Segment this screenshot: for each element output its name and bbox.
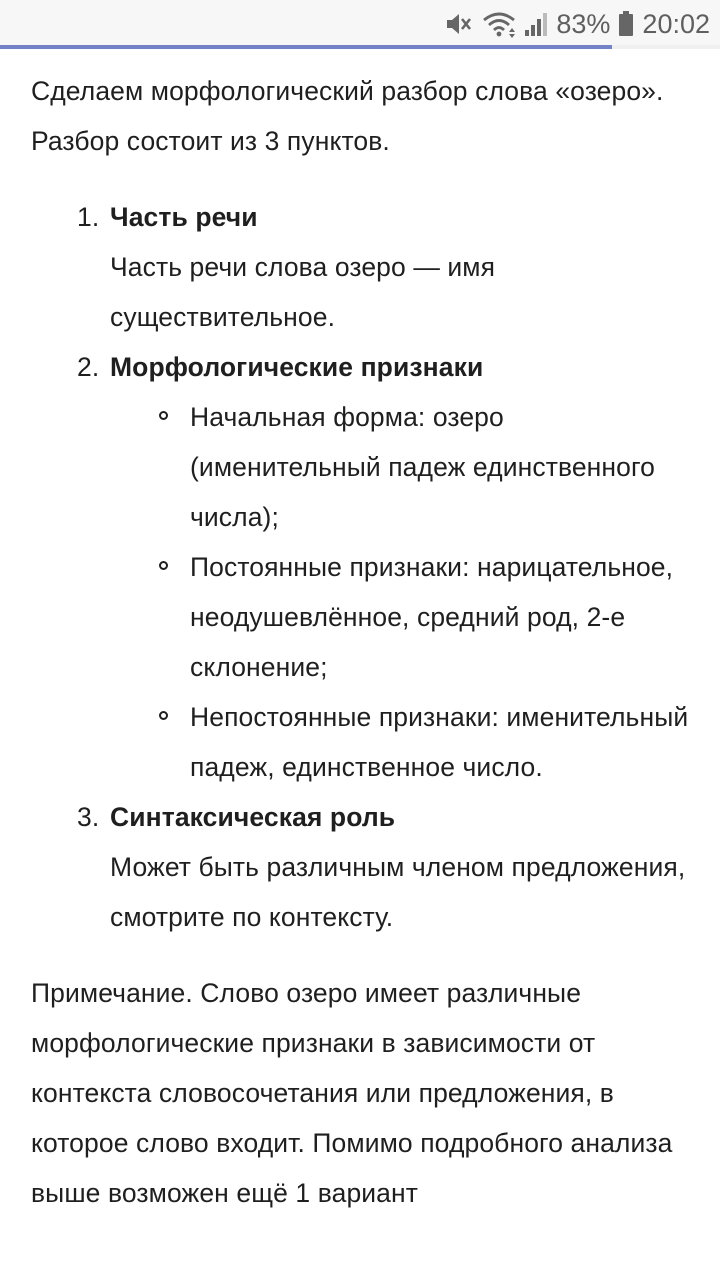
- wifi-icon: [482, 10, 516, 38]
- section-heading: Морфологические признаки: [110, 352, 484, 382]
- list-item: [77, 342, 701, 792]
- battery-percent: 83%: [556, 8, 611, 39]
- feature-text: Постоянные признаки: нарицательное, неодушевлённое, средний род, 2-е склонение;: [190, 552, 674, 682]
- section-text: Может быть различным членом предложения, смотрите по контексту.: [110, 852, 686, 932]
- list-item: [77, 792, 701, 942]
- bullet-icon: [159, 711, 168, 720]
- feature-text: Непостоянные признаки: именительный падеж, единственное число.: [190, 702, 689, 782]
- mute-icon: [444, 10, 474, 38]
- analysis-list: [31, 192, 701, 942]
- features-list: [110, 392, 701, 792]
- feature-item: [190, 692, 701, 792]
- feature-text: Начальная форма: озеро (именительный падеж единственного числа);: [190, 402, 656, 532]
- status-icons: [444, 0, 710, 48]
- section-text: Часть речи слова озеро — имя существительное.: [110, 252, 496, 332]
- section-heading: Синтаксическая роль: [110, 802, 396, 832]
- bullet-icon: [159, 561, 168, 570]
- status-bar: [0, 0, 720, 48]
- list-number: 3.: [77, 802, 100, 832]
- feature-item: [190, 542, 701, 692]
- list-number: 1.: [77, 202, 100, 232]
- list-item: [77, 192, 701, 342]
- clock: 20:02: [642, 8, 710, 39]
- article-content: [31, 66, 701, 1218]
- note-paragraph: Примечание. Слово озеро имеет различные морфологические признаки в зависимости от контекста словосочетания или предложения, в которое слово входит. Помимо подробного анализа выше возможен ещё 1 вариант: [31, 978, 673, 1208]
- intro-paragraph: Сделаем морфологический разбор слова «озеро». Разбор состоит из 3 пунктов.: [31, 76, 664, 156]
- section-heading: Часть речи: [110, 202, 258, 232]
- battery-icon: [618, 10, 634, 38]
- signal-icon: [524, 10, 548, 38]
- page-progress-track: [0, 45, 720, 49]
- feature-item: [190, 392, 701, 542]
- bullet-icon: [159, 411, 168, 420]
- list-number: 2.: [77, 352, 100, 382]
- page-progress-bar: [0, 45, 612, 49]
